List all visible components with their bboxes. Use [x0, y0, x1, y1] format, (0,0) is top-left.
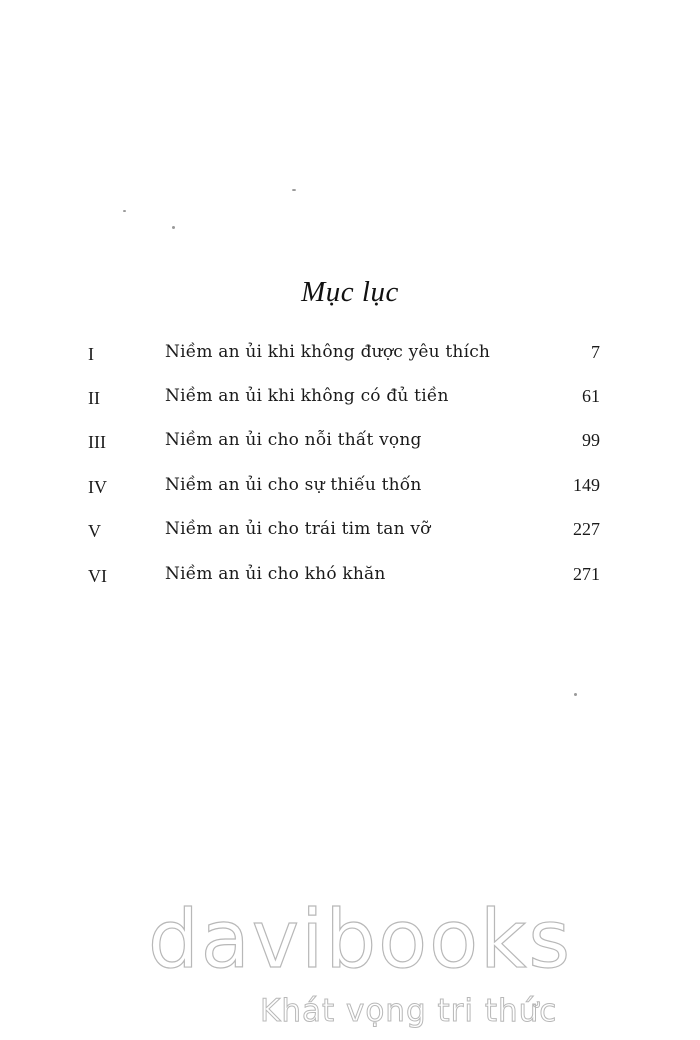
paper-speck	[172, 226, 175, 229]
toc-entry	[0, 517, 700, 547]
toc-chapter-number: IV	[88, 477, 107, 497]
toc-page-number: 271	[573, 564, 600, 584]
toc-chapter-number: VI	[88, 566, 107, 586]
toc-chapter-number: III	[88, 432, 106, 452]
watermark-brand: davibooks	[148, 893, 573, 986]
toc-chapter-number: V	[88, 521, 101, 541]
paper-speck	[292, 189, 296, 191]
watermark-tagline: Khát vọng tri thức	[260, 993, 558, 1029]
toc-page-number: 7	[591, 342, 600, 362]
toc-chapter-number: II	[88, 388, 100, 408]
toc-entry	[0, 562, 700, 592]
toc-chapter-title: Niềm an ủi cho nỗi thất vọng	[165, 430, 422, 450]
toc-page-number: 227	[573, 519, 600, 539]
toc-entry	[0, 384, 700, 414]
toc-chapter-title: Niềm an ủi cho sự thiếu thốn	[165, 475, 422, 495]
toc-page-number: 99	[582, 430, 600, 450]
toc-chapter-title: Niềm an ủi cho trái tim tan vỡ	[165, 519, 431, 539]
toc-entry	[0, 473, 700, 503]
toc-page-number: 149	[573, 475, 600, 495]
paper-speck	[574, 693, 577, 696]
toc-chapter-number: I	[88, 344, 94, 364]
paper-speck	[123, 210, 126, 212]
page-title: Mục lục	[301, 276, 399, 308]
toc-entry	[0, 340, 700, 370]
toc-chapter-title: Niềm an ủi khi không có đủ tiền	[165, 386, 449, 406]
publisher-watermark	[148, 893, 573, 1040]
toc-chapter-title: Niềm an ủi khi không được yêu thích	[165, 342, 491, 362]
toc-chapter-title: Niềm an ủi cho khó khăn	[165, 564, 386, 584]
toc-entry	[0, 428, 700, 458]
toc-page-number: 61	[582, 386, 600, 406]
